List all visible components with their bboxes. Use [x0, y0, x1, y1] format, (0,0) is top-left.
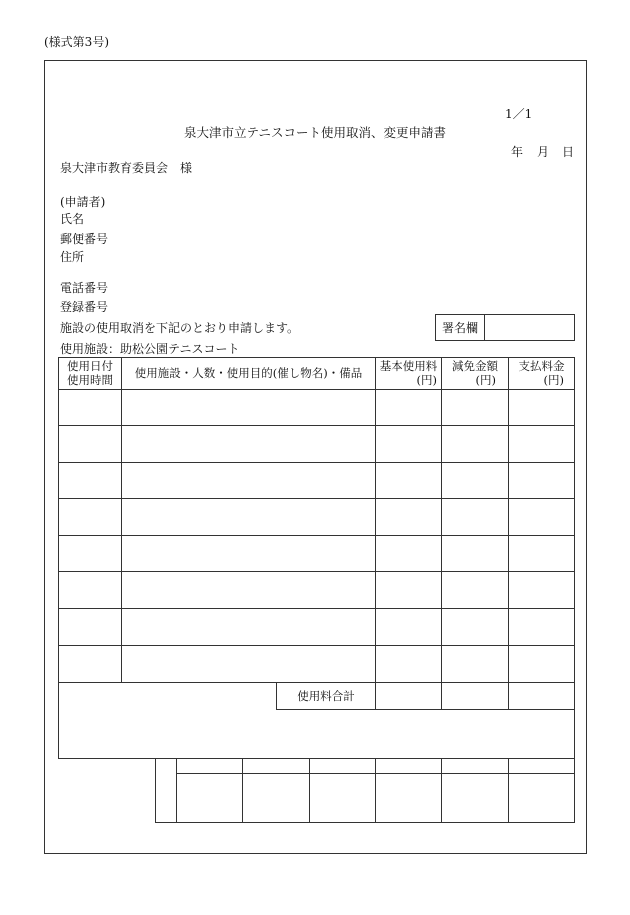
table-col-line — [508, 357, 509, 709]
header-payment — [509, 359, 574, 387]
header-date — [59, 359, 121, 387]
signature-label: 署名欄 — [442, 321, 479, 335]
table-right-edge — [574, 357, 575, 822]
applicant-heading: (申請者) — [60, 195, 106, 209]
subgrid-col — [242, 758, 243, 822]
subgrid-col — [155, 758, 156, 822]
table-row-line — [58, 682, 575, 683]
subgrid-col — [176, 758, 177, 822]
header-payment-unit: (円) — [543, 373, 564, 387]
phone-label: 電話番号 — [60, 281, 109, 295]
header-date-line1: 使用日付 — [67, 359, 113, 373]
form-frame — [44, 60, 587, 854]
remarks-bottom — [58, 758, 575, 759]
subgrid-col — [375, 758, 376, 822]
table-row-line — [58, 535, 575, 536]
table-row-line — [58, 498, 575, 499]
header-detail: 使用施設・人数・使用目的(催し物名)・備品 — [134, 366, 363, 380]
registration-label: 登録番号 — [60, 300, 109, 314]
form-number: (様式第3号) — [44, 35, 109, 49]
table-line-header-bottom — [58, 389, 575, 390]
header-date-line2: 使用時間 — [67, 373, 113, 387]
table-col-line — [375, 357, 376, 709]
table-row-line — [58, 425, 575, 426]
recipient: 泉大津市教育委員会 様 — [60, 161, 193, 175]
total-fee-label: 使用料合計 — [297, 689, 355, 703]
application-statement: 施設の使用取消を下記のとおり申請します。 — [60, 321, 300, 335]
signature-field[interactable] — [485, 316, 573, 338]
table-line-top — [58, 357, 575, 358]
table-col-line — [441, 357, 442, 709]
header-base-fee — [376, 359, 441, 387]
subgrid-col — [441, 758, 442, 822]
header-discount — [442, 359, 508, 387]
address-label: 住所 — [60, 250, 85, 264]
date-day-label: 日 — [562, 145, 575, 159]
table-row-line — [58, 645, 575, 646]
date-month-label: 月 — [537, 145, 550, 159]
form-title: 泉大津市立テニスコート使用取消、変更申請書 — [183, 125, 446, 140]
date-year-label: 年 — [511, 145, 524, 159]
header-discount-unit: (円) — [475, 373, 496, 387]
total-row-bottom — [276, 709, 575, 710]
header-payment-line1: 支払料金 — [518, 359, 565, 373]
subgrid-col — [309, 758, 310, 822]
header-discount-line1: 減免金額 — [452, 359, 498, 373]
subgrid-col — [508, 758, 509, 822]
table-row-line — [58, 571, 575, 572]
postal-code-label: 郵便番号 — [60, 232, 109, 246]
facility-line: 使用施設：助松公園テニスコート — [60, 342, 240, 356]
header-base-fee-unit: (円) — [416, 373, 437, 387]
table-row-line — [58, 462, 575, 463]
header-base-fee-line1: 基本使用料 — [379, 359, 438, 373]
table-row-line — [58, 608, 575, 609]
table-col-line — [121, 357, 122, 682]
name-label: 氏名 — [60, 212, 85, 226]
table-left-edge — [58, 357, 59, 758]
page-indicator: 1／1 — [505, 107, 533, 121]
subgrid-bottom — [155, 822, 575, 823]
